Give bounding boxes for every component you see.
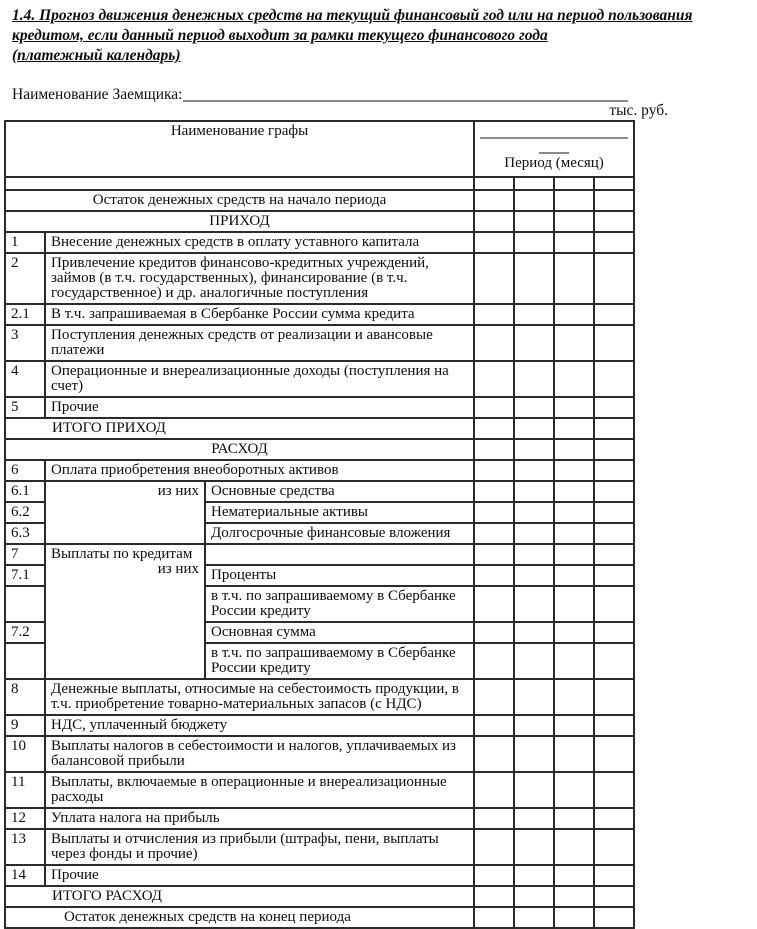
period-cell[interactable] [554, 808, 594, 829]
row-number: 14 [5, 865, 45, 886]
total-row-label: Остаток денежных средств на конец периода [5, 907, 474, 928]
period-cell[interactable] [594, 397, 634, 418]
period-cell[interactable] [554, 523, 594, 544]
borrower-row [12, 86, 628, 103]
borrower-label: Наименование Заемщика: [12, 86, 183, 103]
row-number: 12 [5, 808, 45, 829]
borrower-fill-line[interactable] [183, 88, 629, 102]
table-row [5, 715, 634, 736]
row-number: 6.2 [5, 502, 45, 523]
period-cell[interactable] [474, 544, 514, 565]
period-cell[interactable] [474, 232, 514, 253]
table-row [5, 907, 634, 928]
table-row [5, 304, 634, 325]
period-cell[interactable] [554, 325, 594, 361]
row-description: Операционные и внереализационные доходы (поступления на счет) [45, 361, 474, 397]
period-cell[interactable] [594, 232, 634, 253]
period-cell[interactable] [474, 418, 514, 439]
row-description: Прочие [45, 397, 474, 418]
period-cell[interactable] [474, 772, 514, 808]
row-description: Основная сумма [205, 622, 474, 643]
section-row-label: РАСХОД [5, 439, 474, 460]
period-cell[interactable] [554, 886, 594, 907]
row-number: 9 [5, 715, 45, 736]
period-cell[interactable] [554, 418, 594, 439]
row-description: Основные средства [205, 481, 474, 502]
column-header-name: Наименование графы [5, 121, 474, 177]
period-cell[interactable] [554, 304, 594, 325]
period-cell[interactable] [594, 460, 634, 481]
period-cell[interactable] [474, 502, 514, 523]
period-cell[interactable] [514, 679, 554, 715]
table-row [5, 829, 634, 865]
row-number: 1 [5, 232, 45, 253]
row-number: 3 [5, 325, 45, 361]
period-cell[interactable] [474, 829, 514, 865]
spacer-cell [5, 177, 474, 190]
period-cell[interactable] [474, 907, 514, 928]
period-cell[interactable] [594, 361, 634, 397]
document-title [0, 0, 757, 66]
table-row [5, 460, 634, 481]
row-description: в т.ч. по запрашиваемому в Сбербанке России кредиту [205, 586, 474, 622]
period-cell[interactable] [514, 865, 554, 886]
period-cell[interactable] [554, 622, 594, 643]
period-cell[interactable] [474, 361, 514, 397]
table-row [5, 232, 634, 253]
period-cell[interactable] [474, 643, 514, 679]
period-cell[interactable] [594, 177, 634, 190]
period-cell[interactable] [594, 586, 634, 622]
total-row-label: ИТОГО ПРИХОД [5, 418, 474, 439]
period-cell[interactable] [514, 418, 554, 439]
sub-group-label: Выплаты по кредитам [51, 546, 193, 562]
period-cell[interactable] [514, 886, 554, 907]
period-cell[interactable] [514, 481, 554, 502]
period-cell[interactable] [594, 418, 634, 439]
period-cell[interactable] [474, 325, 514, 361]
period-cell[interactable] [474, 565, 514, 586]
period-cell[interactable] [554, 397, 594, 418]
period-cell[interactable] [554, 253, 594, 304]
period-cell[interactable] [514, 177, 554, 190]
period-cell[interactable] [474, 211, 514, 232]
period-cell[interactable] [594, 325, 634, 361]
period-cell[interactable] [474, 886, 514, 907]
period-cell[interactable] [594, 253, 634, 304]
row-description: Выплаты налогов в себестоимости и налогов, уплачиваемых из балансовой прибыли [45, 736, 474, 772]
period-cell[interactable] [554, 232, 594, 253]
row-number: 11 [5, 772, 45, 808]
period-cell[interactable] [514, 772, 554, 808]
period-cell[interactable] [474, 865, 514, 886]
period-cell[interactable] [474, 808, 514, 829]
period-cell[interactable] [594, 736, 634, 772]
period-cell[interactable] [514, 622, 554, 643]
period-cell[interactable] [514, 439, 554, 460]
period-cell[interactable] [514, 460, 554, 481]
sub-group-label: из них [157, 561, 199, 577]
row-number [5, 586, 45, 622]
table-row [5, 439, 634, 460]
period-column-label: Период (месяц) [504, 155, 604, 171]
sub-group-label: из них [157, 483, 199, 499]
period-cell[interactable] [474, 190, 514, 211]
row-description: Нематериальные активы [205, 502, 474, 523]
period-cell[interactable] [594, 643, 634, 679]
total-row-label: ИТОГО РАСХОД [5, 886, 474, 907]
period-cell[interactable] [514, 643, 554, 679]
table-row [5, 211, 634, 232]
period-cell[interactable] [554, 715, 594, 736]
period-cell[interactable] [554, 865, 594, 886]
table-row [5, 886, 634, 907]
period-cell[interactable] [514, 907, 554, 928]
sub-group-label-cell [45, 481, 205, 544]
period-cell[interactable] [594, 865, 634, 886]
period-cell[interactable] [474, 304, 514, 325]
row-description: Выплаты и отчисления из прибыли (штрафы, пени, выплаты через фонды и прочие) [45, 829, 474, 865]
period-cell[interactable] [514, 361, 554, 397]
period-cell[interactable] [514, 523, 554, 544]
column-header-period [474, 121, 634, 177]
table-header-row [5, 121, 634, 177]
period-cell[interactable] [514, 190, 554, 211]
table-row [5, 190, 634, 211]
row-description: Проценты [205, 565, 474, 586]
period-cell[interactable] [554, 772, 594, 808]
period-cell[interactable] [594, 544, 634, 565]
period-cell[interactable] [594, 439, 634, 460]
period-cell[interactable] [554, 907, 594, 928]
period-cell[interactable] [554, 177, 594, 190]
row-description: Внесение денежных средств в оплату уставного капитала [45, 232, 474, 253]
period-cell[interactable] [474, 736, 514, 772]
period-cell[interactable] [594, 772, 634, 808]
period-cell[interactable] [554, 211, 594, 232]
table-row [5, 808, 634, 829]
period-cell[interactable] [594, 565, 634, 586]
period-cell[interactable] [474, 460, 514, 481]
table-row [5, 361, 634, 397]
row-description: Денежные выплаты, относимые на себестоимость продукции, в т.ч. приобретение товарно-материальных запасов (с НДС) [45, 679, 474, 715]
period-cell[interactable] [554, 439, 594, 460]
row-description: Прочие [45, 865, 474, 886]
period-cell[interactable] [554, 679, 594, 715]
period-cell[interactable] [474, 679, 514, 715]
row-description: Поступления денежных средств от реализации и авансовые платежи [45, 325, 474, 361]
row-number: 5 [5, 397, 45, 418]
section-row-label: ПРИХОД [5, 211, 474, 232]
title-line-3: (платежный календарь) [12, 47, 181, 64]
period-cell[interactable] [474, 586, 514, 622]
row-description: В т.ч. запрашиваемая в Сбербанке России сумма кредита [45, 304, 474, 325]
table-row [5, 772, 634, 808]
period-cell[interactable] [514, 502, 554, 523]
period-cell[interactable] [474, 253, 514, 304]
period-cell[interactable] [514, 829, 554, 865]
table-row [5, 397, 634, 418]
row-description: Оплата приобретения внеоборотных активов [45, 460, 474, 481]
period-cell[interactable] [594, 886, 634, 907]
period-cell[interactable] [554, 565, 594, 586]
row-number [5, 643, 45, 679]
table-row [5, 736, 634, 772]
period-cell[interactable] [514, 736, 554, 772]
table-row [5, 481, 634, 502]
table-row [5, 679, 634, 715]
period-cell[interactable] [514, 397, 554, 418]
units-label: тыс. руб. [609, 102, 668, 119]
period-cell[interactable] [554, 361, 594, 397]
row-description [205, 544, 474, 565]
row-number: 4 [5, 361, 45, 397]
period-cell[interactable] [554, 460, 594, 481]
table-row [5, 325, 634, 361]
row-number: 6.1 [5, 481, 45, 502]
period-cell[interactable] [554, 643, 594, 679]
period-cell[interactable] [594, 523, 634, 544]
period-cell[interactable] [594, 502, 634, 523]
table-row [5, 544, 634, 565]
period-cell[interactable] [474, 481, 514, 502]
period-cell[interactable] [594, 622, 634, 643]
period-cell[interactable] [514, 715, 554, 736]
period-cell[interactable] [554, 829, 594, 865]
row-number: 7.1 [5, 565, 45, 586]
sub-group-label-cell [45, 544, 205, 679]
period-cell[interactable] [514, 232, 554, 253]
period-cell[interactable] [474, 622, 514, 643]
period-cell[interactable] [554, 544, 594, 565]
row-number: 2.1 [5, 304, 45, 325]
row-number: 7.2 [5, 622, 45, 643]
period-cell[interactable] [474, 715, 514, 736]
row-number: 8 [5, 679, 45, 715]
spacer-row [5, 177, 634, 190]
period-cell[interactable] [514, 565, 554, 586]
period-cell[interactable] [554, 736, 594, 772]
period-cell[interactable] [474, 177, 514, 190]
period-cell[interactable] [594, 808, 634, 829]
row-description: Привлечение кредитов финансово-кредитных учреждений, займов (в т.ч. государственных), финансирование (в т.ч. государственное) и др. аналогичные поступления [45, 253, 474, 304]
period-cell[interactable] [474, 523, 514, 544]
period-cell[interactable] [514, 304, 554, 325]
period-cell[interactable] [594, 190, 634, 211]
row-number: 7 [5, 544, 45, 565]
row-description: в т.ч. по запрашиваемому в Сбербанке России кредиту [205, 643, 474, 679]
row-description: Выплаты, включаемые в операционные и внереализационные расходы [45, 772, 474, 808]
period-cell[interactable] [594, 481, 634, 502]
period-cell[interactable] [514, 808, 554, 829]
row-number: 2 [5, 253, 45, 304]
section-row-label: Остаток денежных средств на начало периода [5, 190, 474, 211]
row-description: Долгосрочные финансовые вложения [205, 523, 474, 544]
period-cell[interactable] [514, 586, 554, 622]
row-number: 6 [5, 460, 45, 481]
row-number: 6.3 [5, 523, 45, 544]
period-cell[interactable] [554, 586, 594, 622]
period-cell[interactable] [554, 190, 594, 211]
cash-flow-table [4, 120, 635, 929]
row-description: НДС, уплаченный бюджету [45, 715, 474, 736]
period-cell[interactable] [594, 715, 634, 736]
period-cell[interactable] [554, 481, 594, 502]
period-cell[interactable] [474, 439, 514, 460]
period-cell[interactable] [594, 211, 634, 232]
period-cell[interactable] [514, 544, 554, 565]
period-cell[interactable] [594, 679, 634, 715]
period-cell[interactable] [514, 211, 554, 232]
period-cell[interactable] [594, 304, 634, 325]
table-row [5, 418, 634, 439]
table-row [5, 865, 634, 886]
period-cell[interactable] [514, 325, 554, 361]
period-header-blank-line-short[interactable] [539, 139, 569, 154]
period-cell[interactable] [474, 397, 514, 418]
title-line-1: 1.4. Прогноз движения денежных средств на текущий финансовый год или на период пользования [12, 7, 693, 24]
period-header-blank-line[interactable] [480, 124, 628, 139]
period-cell[interactable] [594, 829, 634, 865]
title-line-2: кредитом, если данный период выходит за рамки текущего финансового года [12, 27, 548, 44]
row-description: Уплата налога на прибыль [45, 808, 474, 829]
period-cell[interactable] [594, 907, 634, 928]
row-number: 10 [5, 736, 45, 772]
period-cell[interactable] [554, 502, 594, 523]
table-row [5, 253, 634, 304]
row-number: 13 [5, 829, 45, 865]
period-cell[interactable] [514, 253, 554, 304]
